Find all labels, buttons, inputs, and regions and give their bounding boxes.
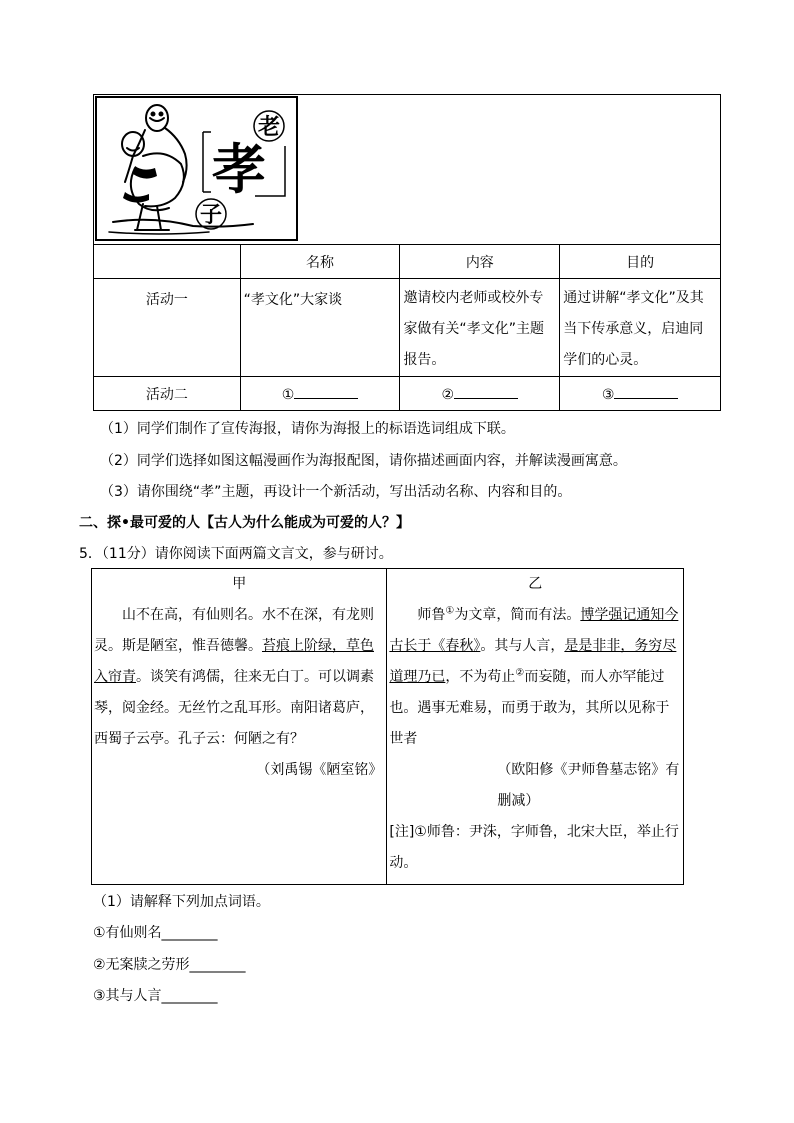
vocab-item-2[interactable]: ②无案牍之劳形________ [93, 957, 246, 973]
question-1-3: （3）请你围绕“孝”主题，再设计一个新活动，写出活动名称、内容和目的。 [100, 484, 572, 500]
sub-question-1: （1）请解释下列加点词语。 [93, 894, 270, 910]
filial-piety-cartoon [95, 96, 299, 242]
text-yi-note: [注]①师鲁：尹洙，字师鲁，北宋大臣，举止行动。 [389, 824, 679, 871]
text-yi-source: （欧阳修《尹师鲁墓志铭》有删减） [497, 762, 680, 809]
row2-purpose-blank[interactable] [614, 384, 678, 399]
header-purpose: 目的 [560, 245, 721, 279]
text-jia-p2: 。谈笑有鸿儒，往来无白丁。可以调素琴，阅金经。无丝竹之乱耳形。南阳诸葛庐，西蜀子云亭。孔子云：何陋之有？ [94, 669, 374, 747]
cartoon-char-top: 老 [257, 115, 281, 140]
text-yi-d: ，不为苟止 [445, 669, 516, 685]
activity-table [93, 94, 721, 411]
header-content: 内容 [400, 245, 560, 279]
cartoon-char-main: 孝 [212, 138, 266, 201]
vocab-item-3[interactable]: ③其与人言________ [93, 988, 218, 1004]
text-yi-underlined-2: 是是非非，务穷尽道理乃已 [389, 638, 677, 685]
row2-purpose-mark: ③ [601, 387, 615, 403]
row1-purpose: 通过讲解“孝文化”及其当下传承意义，启迪同学们的心灵。 [563, 290, 704, 368]
row1-name: “孝文化”大家谈 [240, 279, 400, 377]
text-yi-a: 师鲁 [417, 607, 446, 623]
text-yi-underlined-1: 博学强记通知今古长于《春秋》 [389, 607, 679, 654]
footnote-2-marker: ② [515, 667, 525, 679]
text-jia-p1: 山不在高，有仙则名。水不在深，有龙则灵。斯是陋室，惟吾德馨。 [94, 607, 374, 654]
question-1-2: （2）同学们选择如图这幅漫画作为海报配图，请你描述画面内容，并解读漫画寓意。 [100, 453, 627, 469]
classical-texts-table [91, 568, 684, 885]
text-jia-source: （刘禹锡《陋室铭》 [256, 762, 383, 778]
row2-label: 活动二 [94, 377, 241, 411]
footnote-1-marker: ① [445, 605, 455, 617]
row2-purpose[interactable] [560, 377, 721, 411]
question-1-1: （1）同学们制作了宣传海报，请你为海报上的标语选词组成下联。 [100, 421, 515, 437]
text-yi-cell [387, 569, 684, 885]
text-jia-title: 甲 [232, 576, 247, 592]
row2-content-mark: ② [441, 387, 455, 403]
row2-content[interactable] [400, 377, 560, 411]
row2-content-blank[interactable] [454, 384, 518, 399]
vocab-item-1[interactable]: ①有仙则名________ [93, 925, 218, 941]
row2-name-blank[interactable] [294, 384, 358, 399]
cartoon-cell [94, 95, 721, 245]
header-name: 名称 [240, 245, 400, 279]
row2-name-mark: ① [281, 387, 295, 403]
row2-name[interactable] [240, 377, 400, 411]
section-title: 二、探•最可爱的人【古人为什么能成为可爱的人？】 [79, 515, 410, 531]
row1-label: 活动一 [94, 279, 241, 377]
text-yi-title: 乙 [528, 576, 543, 592]
header-empty [94, 245, 241, 279]
text-jia-underlined: 苔痕上阶绿，草色入帘青 [94, 638, 374, 685]
row1-content: 邀请校内老师或校外专家做有关“孝文化”主题报告。 [403, 290, 544, 368]
cartoon-char-bottom: 子 [199, 203, 223, 228]
text-jia-cell [92, 569, 387, 885]
text-yi-e: 而妄随，而人亦罕能过也。遇事无难易，而勇于敢为，其所以见称于世者 [389, 669, 670, 747]
text-yi-c: 。其与人言， [480, 638, 565, 654]
text-yi-b: 为文章，简而有法。 [454, 607, 581, 623]
question-5: 5．（11分）请你阅读下面两篇文言文，参与研讨。 [79, 546, 393, 562]
